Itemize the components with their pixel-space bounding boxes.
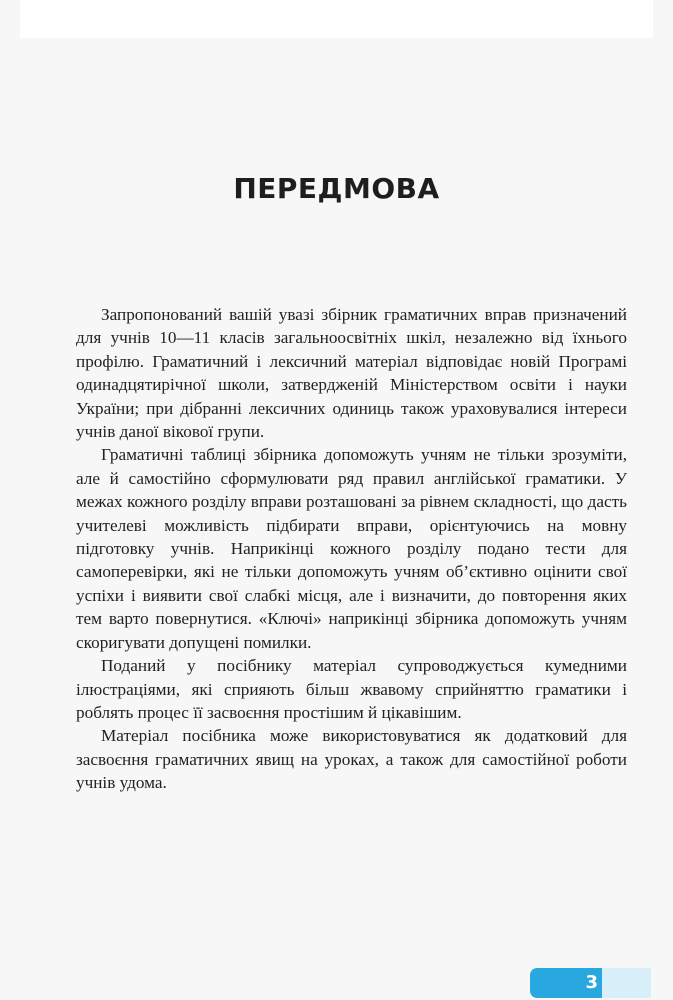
paragraph-2: Граматичні таблиці збірника допоможуть учням не тільки зрозуміти, але й самостійно сформулювати ряд правил англійської граматики. У межах кожного розділу вправи розташовані за рівнем складності, що дасть учителеві можливість підбирати вправи, орієнтуючись на мовну підготовку учнів. Наприкінці кожного розділу подано тести для самоперевірки, які не тільки допоможуть учням об’єктивно оцінити свої успіхи і виявити свої слабкі місця, але і визначити, до повторення яких тем варто повернутися. «Ключі» наприкінці збірника допоможуть учням скоригувати допущені помилки. <box>76 445 627 652</box>
preface-body <box>76 303 627 795</box>
header-strip <box>20 0 653 38</box>
page-number: 3 <box>585 972 598 993</box>
paragraph-4: Матеріал посібника може використовуватися як додатковий для засвоєння граматичних явищ на уроках, а також для самостійної роботи учнів удома. <box>76 726 627 793</box>
page-title: ПЕРЕДМОВА <box>233 172 440 205</box>
paragraph-1: Запропонований вашій увазі збірник граматичних вправ призначений для учнів 10—11 класів загальноосвітніх шкіл, незалежно від їхнього профілю. Граматичний і лексичний матеріал відповідає новій Програмі одинадцятирічної школи, затвердженій Міністерством освіти і науки України; при дібранні лексичних одиниць також ураховувалися інтереси учнів даної вікової групи. <box>76 305 627 442</box>
page-number-tab <box>530 968 651 998</box>
paragraph-3: Поданий у посібнику матеріал супроводжується кумедними ілюстраціями, які сприяють більш жвавому сприйняттю граматики і роблять процес її засвоєння простішим й цікавішим. <box>76 656 627 722</box>
